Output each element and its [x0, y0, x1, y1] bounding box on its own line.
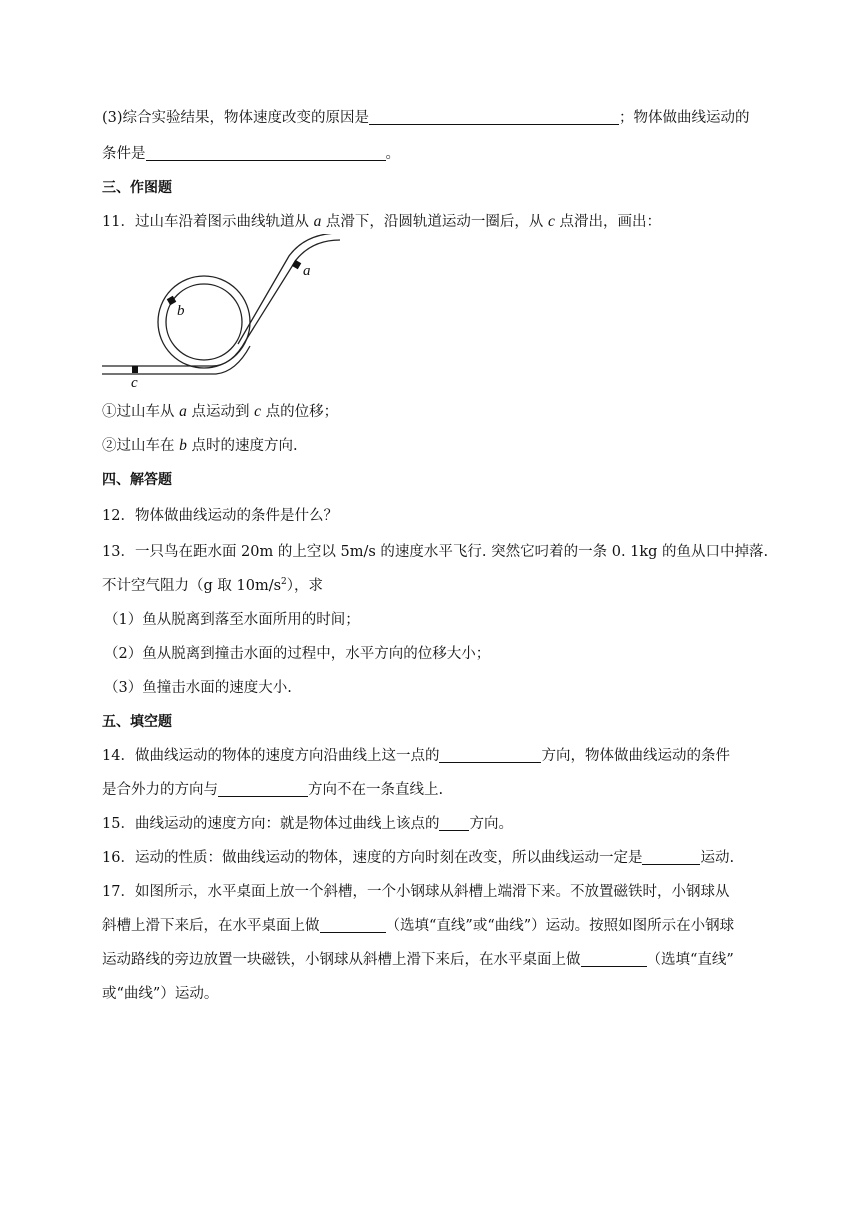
answer-blank[interactable]: [146, 145, 386, 161]
q11-var-a: a: [179, 403, 187, 420]
q11-stem-text: 11．过山车沿着图示曲线轨道从: [102, 214, 314, 230]
point-c-marker: [132, 366, 138, 373]
q17-line1: 17．如图所示，水平桌面上放一个斜槽，一个小钢球从斜槽上端滑下来。不放置磁铁时，小钢球从: [102, 884, 730, 900]
q17-line3: [102, 950, 734, 970]
q13-line2: [102, 576, 323, 596]
q16-text: 运动.: [700, 850, 735, 866]
q14-text: 是合外力的方向与: [102, 782, 218, 798]
q10-part3-text-a: (3)综合实验结果，物体速度改变的原因是: [102, 110, 370, 126]
q11-var-c: c: [548, 213, 555, 230]
roller-coaster-figure: [100, 234, 344, 390]
exit-upper-rail: [102, 340, 246, 366]
q15-line: [102, 814, 513, 834]
loop-inner-rail: [166, 284, 242, 360]
answer-blank[interactable]: [439, 815, 469, 831]
q13-line1: 13．一只鸟在距水面 20m 的上空以 5m/s 的速度水平飞行. 突然它叼着的一条 0. 1kg 的鱼从口中掉落.: [102, 544, 769, 560]
answer-blank[interactable]: [218, 781, 308, 797]
point-a-label: a: [303, 263, 311, 279]
q17-line2: [102, 916, 734, 936]
q11-stem: [102, 212, 661, 232]
answer-blank[interactable]: [439, 747, 541, 763]
point-c-label: c: [131, 375, 138, 390]
point-a-marker: [292, 260, 302, 270]
q13-sub1: （1）鱼从脱离到落至水面所用的时间；: [104, 612, 360, 628]
section-heading: 五、填空题: [102, 714, 172, 730]
q11-item2: [102, 436, 298, 456]
q11-var-a: a: [313, 213, 322, 230]
answer-blank[interactable]: [581, 951, 647, 967]
roller-coaster-track-diagram: [100, 234, 344, 390]
q17-text: （选填“直线”或“曲线”）运动。按照如图所示在小钢球: [385, 918, 735, 934]
exit-lower-rail: [102, 346, 250, 374]
q14-text: 方向，物体做曲线运动的条件: [541, 748, 730, 764]
incline-outer-rail: [246, 240, 340, 340]
q15-text: 方向。: [469, 816, 513, 832]
q10-part3-line1: [102, 108, 750, 128]
q14-text: 方向不在一条直线上.: [308, 782, 444, 798]
q13-sub2: （2）鱼从脱离到撞击水面的过程中，水平方向的位移大小；: [104, 646, 491, 662]
q10-part3-line2: [102, 144, 400, 164]
q14-line1: [102, 746, 730, 766]
q14-line2: [102, 780, 443, 800]
q13-sub3: （3）鱼撞击水面的速度大小.: [104, 680, 292, 696]
q15-text: 15．曲线运动的速度方向：就是物体过曲线上该点的: [102, 816, 440, 832]
q17-text: 运动路线的旁边放置一块磁铁，小钢球从斜槽上滑下来后，在水平桌面上做: [102, 952, 581, 968]
answer-blank[interactable]: [369, 109, 619, 125]
q17-text: （选填“直线”: [646, 952, 734, 968]
q11-item1: [102, 402, 338, 422]
q11-var-c: c: [254, 403, 261, 420]
q12-text: 12．物体做曲线运动的条件是什么？: [102, 508, 338, 524]
q11-stem-text: 点滑下，沿圆轨道运动一圈后，从: [321, 214, 549, 230]
q14-text: 14．做曲线运动的物体的速度方向沿曲线上这一点的: [102, 748, 440, 764]
section-heading: 四、解答题: [102, 472, 172, 488]
q11-item1-text: ①过山车从: [102, 404, 180, 420]
q11-item2-text: ②过山车在: [102, 438, 180, 454]
q11-item1-text: 点的位移；: [260, 404, 339, 420]
q16-text: 16．运动的性质：做曲线运动的物体，速度的方向时刻在改变，所以曲线运动一定是: [102, 850, 643, 866]
q16-line: [102, 848, 734, 868]
q17-text: 斜槽上滑下来后，在水平桌面上做: [102, 918, 320, 934]
q13-line2-text: 不计空气阻力（g 取 10m/s: [102, 578, 282, 594]
q13-line2-text: ），求: [286, 578, 324, 594]
superscript: 2: [281, 577, 287, 588]
q10-part3-text-d: 。: [385, 146, 400, 162]
q11-item2-text: 点时的速度方向.: [186, 438, 298, 454]
q10-part3-text-c: 条件是: [102, 146, 146, 162]
q11-stem-text: 点滑出，画出：: [554, 214, 662, 230]
point-b-label: b: [177, 303, 185, 319]
answer-blank[interactable]: [642, 849, 700, 865]
q11-var-b: b: [179, 437, 187, 454]
answer-blank[interactable]: [320, 917, 386, 933]
q11-item1-text: 点运动到: [186, 404, 255, 420]
q10-part3-text-b: ；物体做曲线运动的: [619, 110, 750, 126]
q17-line4: 或“曲线”）运动。: [102, 986, 219, 1002]
section-heading: 三、作图题: [102, 180, 172, 196]
